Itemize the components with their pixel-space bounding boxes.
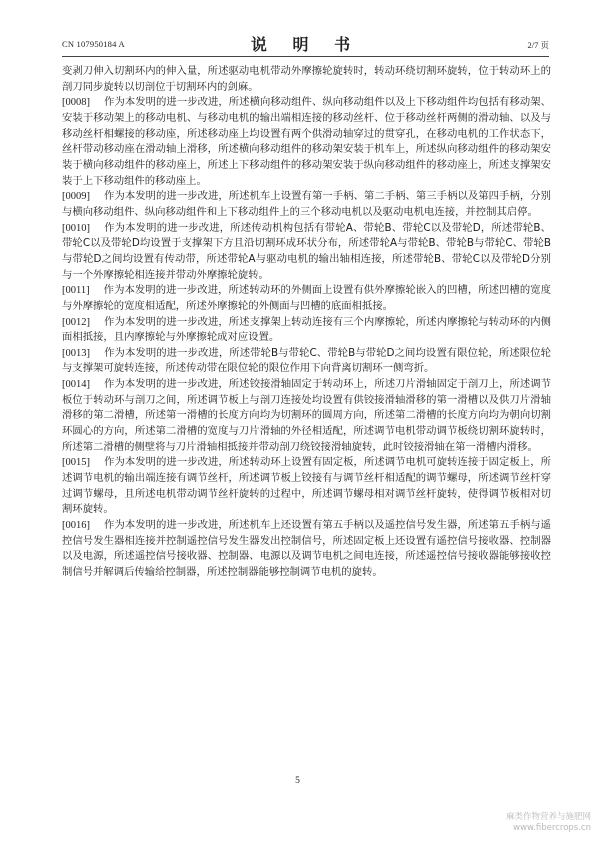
watermark-url: www.fibercrops.cn — [513, 823, 591, 833]
publication-number: CN 107950184 A — [62, 39, 125, 49]
paragraph — [62, 315, 551, 346]
paragraph-number: [0013] — [62, 347, 90, 359]
paragraph — [62, 95, 551, 189]
paragraph — [62, 283, 551, 314]
paragraph-text: 变剥刀伸入切割环内的伸入量，所述驱动电机带动外摩擦轮旋转时，转动环绕切割环旋转，位于转动环上的剖刀同步旋转以切剖位于切割环内的剑麻。 — [62, 65, 551, 93]
paragraph — [62, 377, 551, 455]
page-header — [62, 30, 549, 57]
paragraph-number: [0009] — [62, 191, 90, 203]
paragraph-text: 作为本发明的进一步改进，所述支撑架上转动连接有三个内摩擦轮，所述内摩擦轮与转动环的内侧面相抵接，且内摩擦轮与外摩擦轮成对应设置。 — [62, 315, 551, 344]
paragraph-number: [0012] — [62, 316, 90, 328]
paragraph-text: 作为本发明的进一步改进，所述机车上设置有第一手柄、第二手柄、第三手柄以及第四手柄，分别与横向移动组件、纵向移动组件和上下移动组件上的三个移动电机以及驱动电机电连接，并控制其启停。 — [62, 190, 551, 218]
paragraph-number: [0015] — [62, 457, 90, 469]
paragraph-text: 作为本发明的进一步改进，所述机车上还设置有第五手柄以及遥控信号发生器，所述第五手柄与遥控信号发生器相连接并控制遥控信号发生器发出控制信号，所述固定板上还设置有遥控信号接收器、控制器以及电源，所述遥控信号接收器、控制器、电源以及调节电机之间电连接，所述遥控信号接收器能够接收控制信号并解调后传输给控制器，所述控制器能够控制调节电机的旋转。 — [62, 519, 551, 578]
paragraph — [62, 518, 551, 581]
paragraph-text: 作为本发明的进一步改进，所述带轮B与带轮C、带轮B与带轮D之间均设置有限位轮，所述限位轮与支撑架可旋转连接，所述传动带在限位轮的限位作用下向背离切割环一侧弯折。 — [62, 346, 551, 375]
paragraph — [62, 189, 551, 220]
paragraph-number: [0011] — [62, 285, 90, 297]
paragraph-number: [0016] — [62, 520, 90, 532]
document-body — [62, 64, 551, 581]
paragraph — [62, 64, 551, 95]
paragraph-text: 作为本发明的进一步改进，所述转动环上设置有固定板，所述调节电机可旋转连接于固定板上，所述调节电机的输出端连接有调节丝杆，所述调节板上铰接有与调节丝杆相适配的调节螺母，所述调节丝杆穿过调节螺母，且所述电机带动调节丝杆旋转的过程中，所述调节螺母相对调节丝杆旋转，使得调节板相对切割环旋转。 — [62, 456, 551, 516]
paragraph-number: [0008] — [62, 97, 90, 109]
paragraph — [62, 455, 551, 518]
paragraph-text: 作为本发明的进一步改进，所述传动机构包括有带轮A、带轮B、带轮C以及带轮D，所述带轮B、带轮C以及带轮D均设置于支撑架下方且沿切割环成环状分布，所述带轮A与带轮B、带轮B与带轮C、带轮B与带轮D之间均设置有传动带，所述带轮A与驱动电机的输出轴相连接，所述带轮B、带轮C以及带轮D分别与一个外摩擦轮相连接并带动外摩擦轮旋转。 — [62, 221, 551, 281]
paragraph-number: [0010] — [62, 222, 90, 234]
site-watermark — [506, 812, 591, 834]
watermark-site-name: 麻类作物营养与施肥网 — [505, 812, 591, 822]
paragraph — [62, 346, 551, 377]
paragraph-text: 作为本发明的进一步改进，所述铰接滑轴固定于转动环上，所述刀片滑轴固定于剖刀上，所述调节板位于转动环与剖刀之间，所述调节板上与剖刀连接处均设置有供铰接滑轴滑移的第一滑槽以及供刀片滑轴滑移的第二滑槽，所述第一滑槽的长度方向均为切割环的圆周方向，所述第二滑槽的长度方向均为朝向切割环圆心的方向，所述第二滑槽的宽度与刀片滑轴的外径相适配，所述调节电机带动调节板绕切割环旋转时，所述第二滑槽的侧壁将与刀片滑轴相抵接并带动剖刀绕铰接滑轴旋转，此时铰接滑轴在第一滑槽内滑移。 — [62, 378, 551, 453]
page-number: 5 — [295, 776, 300, 786]
document-title: 说 明 书 — [250, 35, 361, 54]
paragraph-text: 作为本发明的进一步改进，所述横向移动组件、纵向移动组件以及上下移动组件均包括有移动架、安装于移动架上的移动电机、与移动电机的输出端相连接的移动丝杆、位于移动丝杆两侧的滑动轴、以及与移动丝杆相螺接的移动座，所述移动座上均设置有两个供滑动轴穿过的贯穿孔，在移动电机的工作状态下，丝杆带动移动座在滑动轴上滑移，所述横向移动组件的移动架安装于机车上，所述纵向移动组件的移动架安装于横向移动组件的移动座上，所述上下移动组件的移动架安装于纵向移动组件的移动座上，所述支撑架安装于上下移动组件的移动座上。 — [62, 96, 551, 187]
paragraph — [62, 221, 551, 284]
paragraph-number: [0014] — [62, 379, 90, 391]
page-indicator: 2/7 页 — [527, 40, 549, 50]
paragraph-text: 作为本发明的进一步改进，所述转动环的外侧面上设置有供外摩擦轮嵌入的凹槽，所述凹槽的宽度与外摩擦轮的宽度相适配，所述外摩擦轮的外侧面与凹槽的底面相抵接。 — [62, 284, 551, 312]
